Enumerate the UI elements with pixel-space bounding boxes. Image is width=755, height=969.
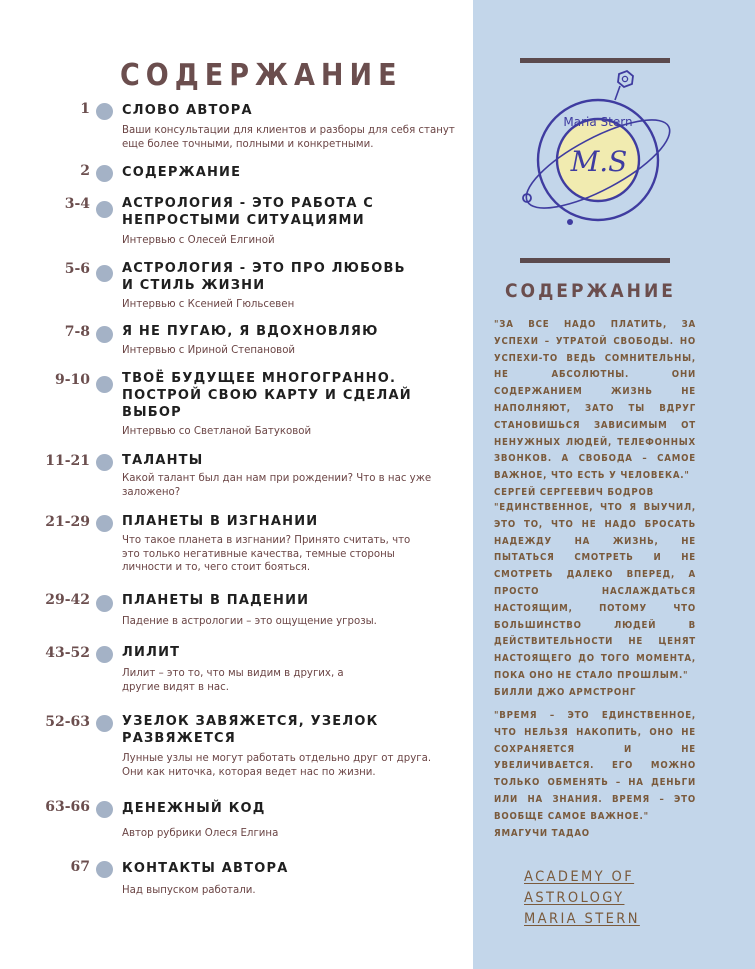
entry-title: СЛОВО АВТОРА [122,103,253,118]
entry-description: Лилит – это то, что мы видим в других, а другие видят в нас. [122,668,344,693]
entry-title: ДЕНЕЖНЫЙ КОД [122,801,266,816]
entry-title: Я НЕ ПУГАЮ, Я ВДОХНОВЛЯЮ [122,324,379,339]
entry-page-number: 9-10 [54,372,90,388]
entry-page-number: 2 [80,163,90,179]
bullet-dot-icon [96,595,113,612]
entry-title: АСТРОЛОГИЯ - ЭТО РАБОТА С НЕПРОСТЫМИ СИТУАЦИЯМИ [122,196,375,228]
logo-monogram: M.S [570,145,628,178]
quote-tadao [494,708,696,842]
quote-text: "ЕДИНСТВЕННОЕ, ЧТО Я ВЫУЧИЛ, ЭТО ТО, ЧТО НЕ НАДО БРОСАТЬ НАДЕЖДУ НА ЖИЗНЬ, НЕ ПЫТАТЬСЯ СМОТРЕТЬ И НЕ СМОТРЕТЬ ДАЛЕКО ВПЕРЕД, А ПРОСТО НАСЛАЖДАТЬСЯ НАСТОЯЩИМ, ПОТОМУ ЧТО БОЛЬШИНСТВО ЛЮДЕЙ В ДЕЙСТВИТЕЛЬНОСТИ НЕ ЦЕНЯТ НАСТОЯЩЕГО ДО ТОГО МОМЕНТА, ПОКА ОНО НЕ СТАЛО ПРОШЛЫМ." [494,502,696,681]
bullet-dot-icon [96,103,113,120]
bullet-dot-icon [96,265,113,282]
entry-description: Падение в астрологии – это ощущение угрозы. [122,616,377,627]
academy-link[interactable] [524,867,640,930]
entry-description: Интервью с Олесей Елгиной [122,235,275,246]
entry-title: КОНТАКТЫ АВТОРА [122,861,289,876]
quote-text: "ЗА ВСЕ НАДО ПЛАТИТЬ, ЗА УСПЕХИ – УТРАТОЙ СВОБОДЫ. НО УСПЕХИ-ТО ВЕДЬ СОМНИТЕЛЬНЫ, НЕ АБСОЛЮТНЫ. ОНИ СОДЕРЖАНИЕМ ЖИЗНЬ НЕ НАПОЛНЯЮТ, ЗАТО ТЫ ВДРУГ СТАНОВИШЬСЯ ЗАВИСИМЫМ ОТ НЕНУЖНЫХ ЛЮДЕЙ, ТЕЛЕФОННЫХ ЗВОНКОВ. А СВОБОДА – САМОЕ ВАЖНОЕ, ЧТО ЕСТЬ У ЧЕЛОВЕКА." [494,319,696,482]
quote-armstrong [494,500,696,702]
page-title: СОДЕРЖАНИЕ [120,58,403,93]
quote-author: СЕРГЕЙ СЕРГЕЕВИЧ БОДРОВ [494,486,655,498]
bullet-dot-icon [96,201,113,218]
quote-bodrov [494,317,696,502]
entry-title: АСТРОЛОГИЯ - ЭТО ПРО ЛЮБОВЬ И СТИЛЬ ЖИЗНИ [122,261,406,293]
bullet-dot-icon [96,454,113,471]
entry-page-number: 3-4 [64,196,90,212]
entry-description: Лунные узлы не могут работать отдельно друг от друга. Они как ниточка, которая ведет нас по жизни. [122,753,432,778]
entry-page-number: 67 [70,859,90,875]
entry-page-number: 43-52 [45,645,90,661]
divider-top [520,58,670,63]
bullet-dot-icon [96,646,113,663]
entry-page-number: 29-42 [45,592,90,608]
sidebar-title: СОДЕРЖАНИЕ [505,280,676,302]
entry-page-number: 7-8 [64,324,90,340]
bullet-dot-icon [96,861,113,878]
entry-page-number: 63-66 [45,799,90,815]
entry-description: Интервью с Ксенией Гюльсевен [122,299,295,310]
entry-page-number: 1 [80,101,90,117]
bullet-dot-icon [96,715,113,732]
entry-description: Над выпуском работали. [122,885,256,896]
bullet-dot-icon [96,515,113,532]
entry-description: Какой талант был дан нам при рождении? Что в нас уже заложено? [122,473,432,498]
quote-author: БИЛЛИ ДЖО АРМСТРОНГ [494,686,637,698]
entry-title: УЗЕЛОК ЗАВЯЖЕТСЯ, УЗЕЛОК РАЗВЯЖЕТСЯ [122,714,379,746]
entry-description: Ваши консультации для клиентов и разборы для себя станут еще более точными, полными и конкретными. [122,125,455,150]
entry-title: СОДЕРЖАНИЕ [122,165,242,180]
entry-page-number: 5-6 [64,261,90,277]
bullet-dot-icon [96,165,113,182]
academy-line-1: ACADEMY OF [524,869,635,885]
entry-page-number: 11-21 [45,453,90,469]
entry-description: Автор рубрики Олеся Елгина [122,828,279,839]
academy-line-2: ASTROLOGY [524,890,625,906]
maria-stern-logo [515,68,685,243]
entry-description: Что такое планета в изгнании? Принято считать, что это только негативные качества, темные стороны личности и то, чего стоит бояться. [122,535,411,574]
entry-title: ЛИЛИТ [122,645,181,660]
bullet-dot-icon [96,801,113,818]
logo-ring-text: Maria Stern [563,115,633,129]
bullet-dot-icon [96,326,113,343]
quote-text: "ВРЕМЯ – ЭТО ЕДИНСТВЕННОЕ, ЧТО НЕЛЬЗЯ НАКОПИТЬ, ОНО НЕ СОХРАНЯЕТСЯ И НЕ УВЕЛИЧИВАЕТСЯ. ЕГО МОЖНО ТОЛЬКО ОБМЕНЯТЬ – НА ДЕНЬГИ ИЛИ НА ЗНАНИЯ. ВРЕМЯ – ЭТО ВООБЩЕ САМОЕ ВАЖНОЕ." [494,710,696,822]
entry-description: Интервью со Светланой Батуковой [122,426,312,437]
bullet-dot-icon [96,376,113,393]
entry-description: Интервью с Ириной Степановой [122,345,296,356]
academy-line-3: MARIA STERN [524,911,640,927]
entry-page-number: 52-63 [45,714,90,730]
entry-title: ПЛАНЕТЫ В ПАДЕНИИ [122,593,310,608]
entry-page-number: 21-29 [45,514,90,530]
entry-title: ПЛАНЕТЫ В ИЗГНАНИИ [122,514,319,529]
entry-title: ТАЛАНТЫ [122,453,204,468]
divider-middle [520,258,670,263]
quote-author: ЯМАГУЧИ ТАДАО [494,827,590,839]
entry-title: ТВОЁ БУДУЩЕЕ МНОГОГРАННО. ПОСТРОЙ СВОЮ КАРТУ И СДЕЛАЙ ВЫБОР [122,371,412,420]
